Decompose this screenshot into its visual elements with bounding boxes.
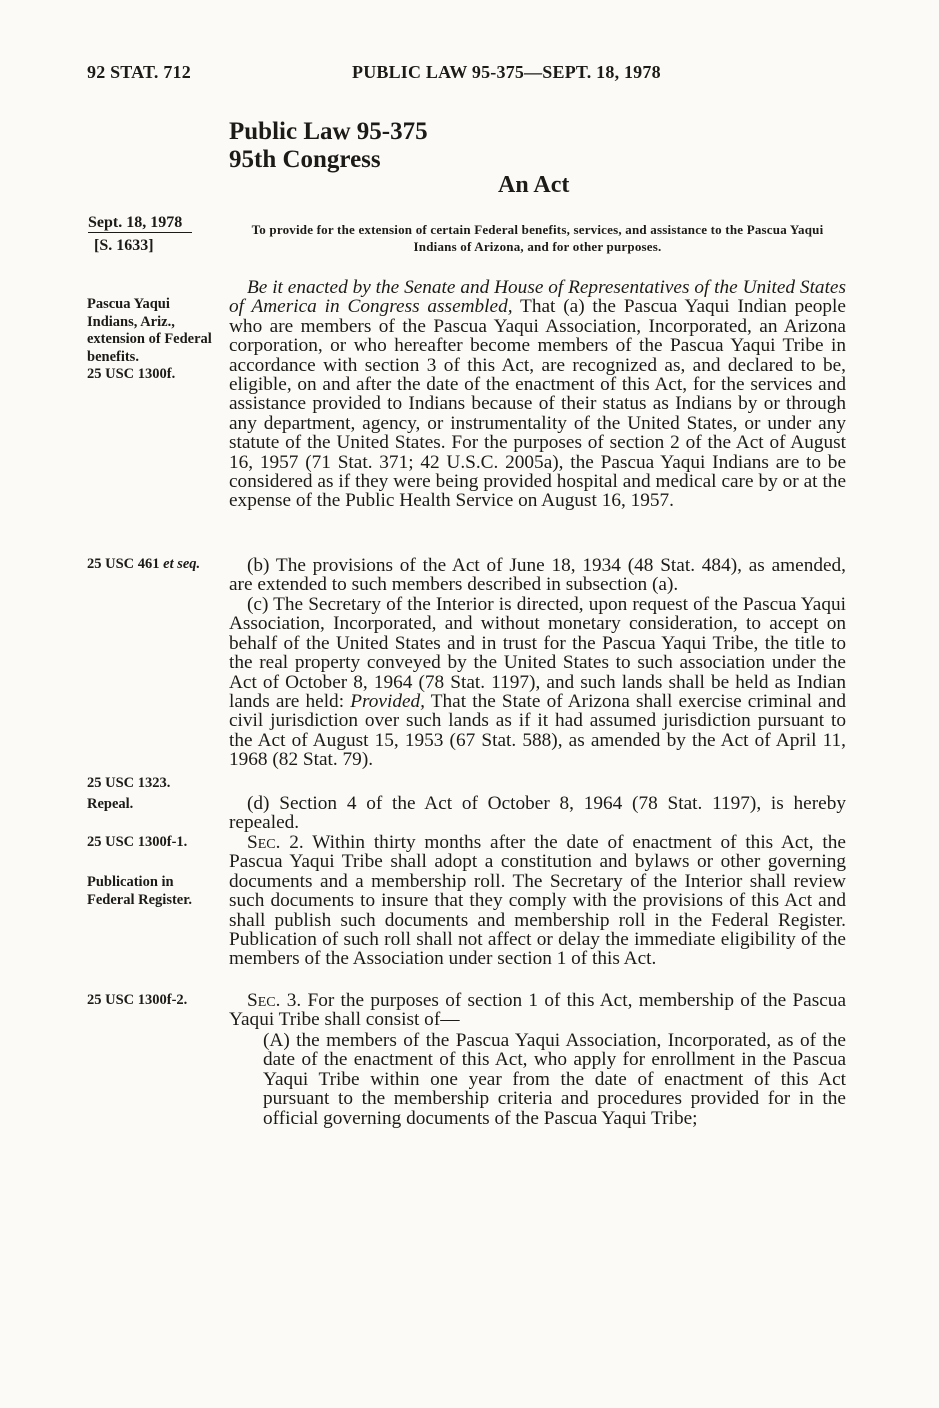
act-purpose: To provide for the extension of certain Federal benefits, services, and assistance to the Pascua Yaqui Indians of Arizona, and for other purposes. — [251, 222, 824, 254]
margin-note-repeal: Repeal. — [87, 796, 134, 812]
paragraph-a-text: That (a) the Pascua Yaqui Indian people who are members of the Pascua Yaqui Association, Incorporated, an Arizona corporation, or who hereafter become members of the Pascua Yaqui Tribe in accordance with section 3 of this Act, are recognized as, and declared to be, eligible, on and after the date of the enactment of this Act, for the services and assistance provided to Indians because of their status as Indians by or through any department, agency, or instrumentality of the United States, or under any statute of the United States. For the purposes of section 2 of the Act of August 16, 1957 (71 Stat. 371; 42 U.S.C. 2005a), the Pascua Yaqui Indians are to be considered as if they were being provided hospital and medical care by or at the expense of the Public Health Service on August 16, 1957. — [229, 296, 846, 512]
margin-citation-461 — [87, 556, 217, 574]
paragraph-d: (d) Section 4 of the Act of October 8, 1964 (78 Stat. 1197), is hereby repealed. — [229, 793, 846, 834]
section-2-text: Within thirty months after the date of enactment of this Act, the Pascua Yaqui Tribe shall adopt a constitution and bylaws or other governing documents and a membership roll. The Secretary of the Interior shall review such documents to insure that they comply with the provisions of this Act and shall publish such documents and membership roll in the Federal Register. Publication of such roll shall not affect or delay the immediate eligibility of the members of the Association under section 1 of this Act. — [229, 832, 846, 970]
stat-page-number: 92 STAT. 712 — [87, 62, 191, 82]
paragraph-c-text-1: (c) The Secretary of the Interior is directed, upon request of the Pascua Yaqui Association, Incorporated, and without monetary consideration, to accept on behalf of the United States and in trust for the Pascua Yaqui Tribe, the title to the real property conveyed by the United States to such association under the Act of October 8, 1964 (78 Stat. 1197), and such lands shall be held as Indian lands are held: — [229, 594, 846, 713]
section-3-clause-a: (A) the members of the Pascua Yaqui Association, Incorporated, as of the date of the enactment of this Act, who apply for enrollment in the Pascua Yaqui Tribe within one year from the date of enactment of this Act pursuant to the membership criteria and procedures provided for in the official governing documents of the Pascua Yaqui Tribe; — [263, 1030, 846, 1129]
provided-clause: Provided, — [350, 691, 425, 713]
section-3 — [229, 991, 846, 1030]
margin-date: Sept. 18, 1978 — [88, 214, 192, 233]
paragraph-c-text-2: That the State of Arizona shall exercise criminal and civil jurisdiction over such lands as if it had assumed jurisdiction pursuant to the Act of August 15, 1953 (67 Stat. 588), as amended by the Act of April 11, 1968 (82 Stat. 79). — [229, 691, 846, 771]
section-2-label: Sec. 2. — [247, 832, 304, 853]
margin-note-publication: Publication in Federal Register. — [87, 874, 192, 908]
paragraph-a — [229, 278, 846, 511]
section-3-label: Sec. 3. — [247, 990, 302, 1011]
margin-citation-1323: 25 USC 1323. — [87, 775, 171, 791]
margin-note-pascua-yaqui: Pascua Yaqui Indians, Ariz., extension of Federal benefits. — [87, 296, 212, 365]
section-3-text: For the purposes of section 1 of this Act, membership of the Pascua Yaqui Tribe shall consist of— — [229, 990, 846, 1031]
public-law-number: Public Law 95-375 — [229, 118, 428, 145]
act-heading: An Act — [498, 172, 570, 198]
section-2 — [229, 833, 846, 969]
margin-citation-1300f: 25 USC 1300f. — [87, 366, 176, 382]
margin-citation-1300f-1: 25 USC 1300f-1. — [87, 834, 188, 850]
paragraph-c — [229, 595, 846, 770]
enacting-clause: Be it enacted by the Senate and House of Representatives of the United States of America in Congress assembled, — [229, 277, 846, 318]
margin-citation-461-prefix: 25 USC 461 — [87, 556, 160, 572]
running-title: PUBLIC LAW 95-375—SEPT. 18, 1978 — [352, 62, 661, 82]
margin-citation-461-suffix: et seq. — [163, 556, 201, 572]
paragraph-b: (b) The provisions of the Act of June 18, 1934 (48 Stat. 484), as amended, are extended to such members described in subsection (a). — [229, 555, 846, 596]
congress-number: 95th Congress — [229, 146, 381, 173]
margin-citation-1300f-2: 25 USC 1300f-2. — [87, 992, 188, 1008]
margin-bill-number: [S. 1633] — [94, 237, 154, 254]
